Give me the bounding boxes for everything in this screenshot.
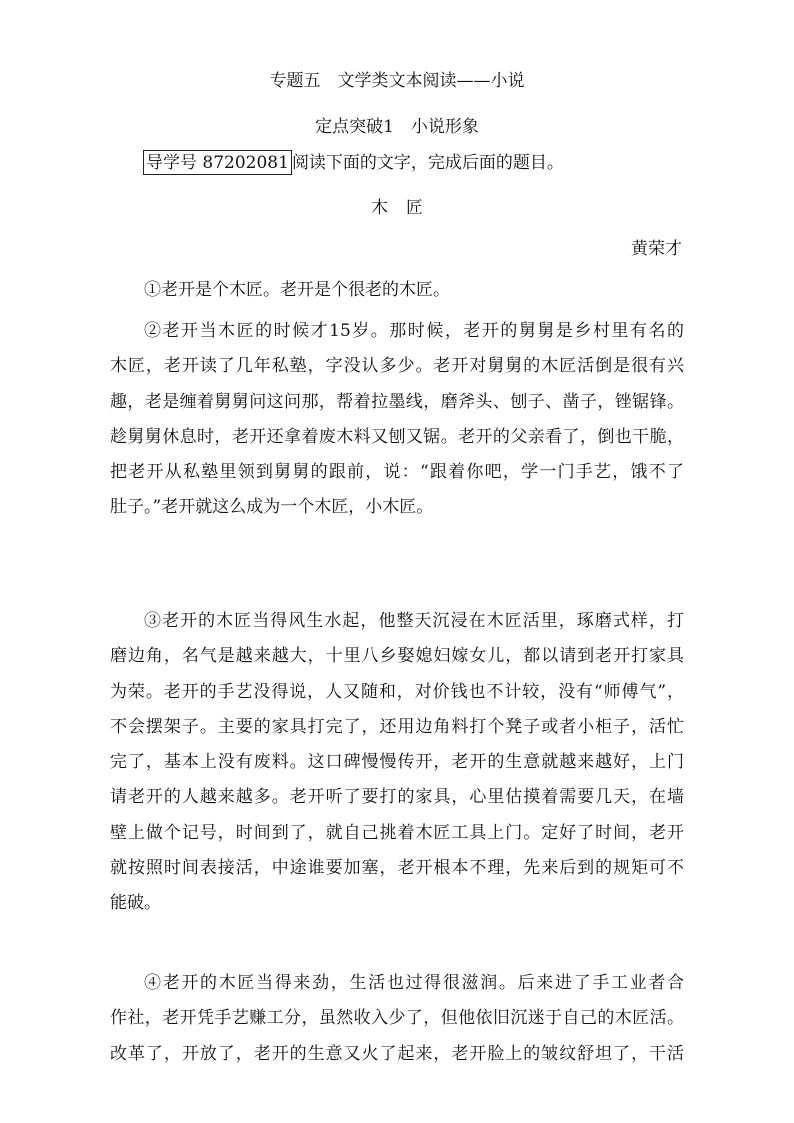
- paragraph-line: 趁舅舅休息时，老开还拿着废木料又刨又锯。老开的父亲看了，倒也干脆，: [110, 426, 684, 447]
- guide-number-box: 导学号 87202081: [143, 150, 292, 175]
- story-title-char-1: 木: [371, 198, 388, 218]
- paragraph-3: [110, 604, 684, 922]
- reading-instruction: 阅读下面的文字，完成后面的题目。: [291, 153, 564, 173]
- paragraph-1: [110, 273, 684, 308]
- paragraph-line: 木匠，老开读了几年私塾，字没认多少。老开对舅舅的木匠活倒是很有兴: [110, 356, 684, 377]
- topic-title: 专题五 文学类文本阅读——小说: [269, 71, 525, 91]
- story-title: [0, 197, 794, 219]
- paragraph-line: 作社，老开凭手艺赚工分，虽然收入少了，但他依旧沉迷于自己的木匠活。: [110, 1008, 684, 1029]
- paragraph-line: 就按照时间表接活，中途谁要加塞，老开根本不理，先来后到的规矩可不: [110, 858, 684, 879]
- paragraph-line: 完了，基本上没有废料。这口碑慢慢传开，老开的生意就越来越好，上门: [110, 752, 684, 773]
- reading-instruction-row: [143, 150, 564, 178]
- paragraph-line: 不会摆架子。主要的家具打完了，还用边角料打个凳子或者小柜子，活忙: [110, 716, 684, 737]
- story-author: 黄荣才: [631, 239, 682, 259]
- paragraph-2: [110, 314, 684, 526]
- story-title-char-2: 匠: [406, 198, 423, 218]
- paragraph-line: ①老开是个木匠。老开是个很老的木匠。: [144, 280, 450, 300]
- paragraph-line: 改革了，开放了，老开的生意又火了起来，老开脸上的皱纹舒坦了，干活: [110, 1043, 684, 1064]
- paragraph-4: [110, 966, 684, 1072]
- paragraph-line: 能破。: [110, 893, 161, 914]
- paragraph-line: 壁上做个记号，时间到了，就自己挑着木匠工具上门。定好了时间，老开: [110, 822, 684, 843]
- paragraph-line: ④老开的木匠当得来劲，生活也过得很滋润。后来进了手工业者合: [144, 973, 684, 993]
- paragraph-line: 把老开从私塾里领到舅舅的跟前，说：“跟着你吧，学一门手艺，饿不了: [110, 462, 684, 483]
- paragraph-line: 请老开的人越来越多。老开听了要打的家具，心里估摸着需要几天，在墙: [110, 787, 684, 808]
- paragraph-line: ②老开当木匠的时候才15岁。那时候，老开的舅舅是乡村里有名的: [144, 321, 684, 341]
- paragraph-line: 磨边角，名气是越来越大，十里八乡娶媳妇嫁女儿，都以请到老开打家具: [110, 646, 684, 667]
- paragraph-line: 趣，老是缠着舅舅问这问那，帮着拉墨线，磨斧头、刨子、凿子，锉锯锋。: [110, 391, 684, 412]
- paragraph-line: ③老开的木匠当得风生水起，他整天沉浸在木匠活里，琢磨式样，打: [144, 611, 684, 631]
- paragraph-line: 为荣。老开的手艺没得说，人又随和，对价钱也不计较，没有“师傅气”，: [110, 681, 684, 702]
- paragraph-line: 肚子。”老开就这么成为一个木匠，小木匠。: [110, 497, 434, 518]
- section-title: 定点突破1 小说形象: [315, 117, 479, 137]
